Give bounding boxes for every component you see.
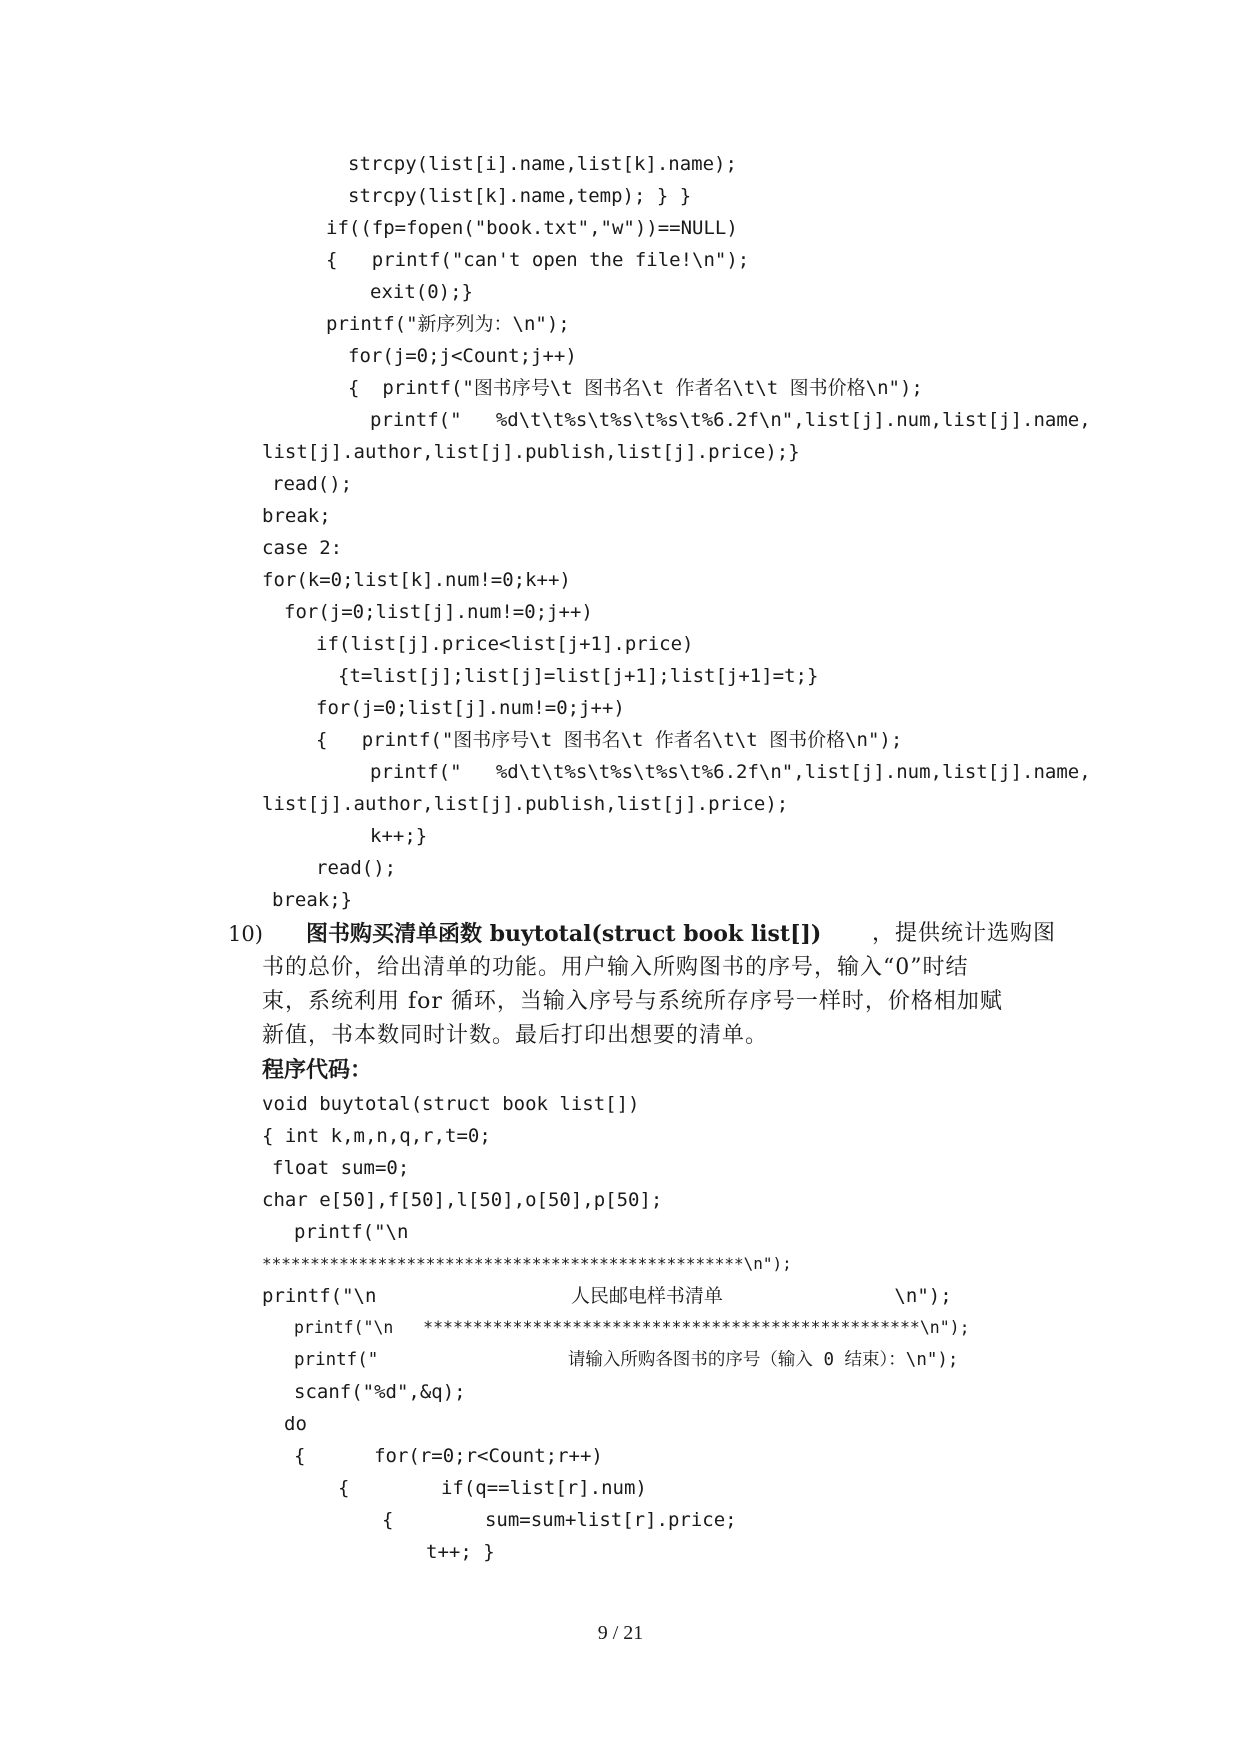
code-line: printf("\n 人民邮电样书清单 \n");	[262, 1285, 952, 1307]
code-label: 程序代码：	[262, 1057, 373, 1083]
code-line: list[j].author,list[j].publish,list[j].price);	[262, 793, 789, 815]
code-line: break;	[262, 505, 331, 527]
code-line: printf(" %d\t\t%s\t%s\t%s\t%6.2f\n",list[j].num,list[j].name,	[370, 409, 1091, 431]
code-line: case 2:	[262, 537, 343, 559]
code-line: strcpy(list[i].name,list[k].name);	[348, 153, 737, 175]
code-line: { if(q==list[r].num)	[338, 1477, 647, 1499]
code-line: strcpy(list[k].name,temp); } }	[348, 185, 692, 207]
code-line: {t=list[j];list[j]=list[j+1];list[j+1]=t;}	[338, 665, 819, 687]
code-line: for(j=0;list[j].num!=0;j++)	[284, 601, 593, 623]
code-line: { int k,m,n,q,r,t=0;	[262, 1125, 491, 1147]
code-line: { for(r=0;r<Count;r++)	[294, 1445, 603, 1467]
code-line: read();	[316, 857, 397, 879]
section-description: 束，系统利用 for 循环，当输入序号与系统所存序号一样时，价格相加赋	[262, 989, 1003, 1014]
section-description: 书的总价，给出清单的功能。用户输入所购图书的序号，输入“0”时结	[262, 955, 969, 980]
code-line: printf("\n **************************************************\n");	[294, 1318, 970, 1337]
code-line: printf("\n	[294, 1221, 409, 1243]
code-line: k++;}	[370, 825, 428, 847]
code-line: list[j].author,list[j].publish,list[j].price);}	[262, 441, 800, 463]
code-line: t++; }	[426, 1541, 495, 1563]
code-line: { printf("can't open the file!\n");	[326, 249, 750, 271]
code-line: for(j=0;list[j].num!=0;j++)	[316, 697, 625, 719]
code-line: exit(0);}	[370, 281, 473, 303]
code-line: printf("新序列为：\n");	[326, 313, 570, 335]
code-line: void buytotal(struct book list[])	[262, 1093, 640, 1115]
code-line: break;}	[272, 889, 353, 911]
section-title: 图书购买清单函数 buytotal(struct book list[])	[306, 921, 822, 947]
code-line: if((fp=fopen("book.txt","w"))==NULL)	[326, 217, 738, 239]
code-line: do	[284, 1413, 307, 1435]
code-line: scanf("%d",&q);	[294, 1381, 466, 1403]
code-line: char e[50],f[50],l[50],o[50],p[50];	[262, 1189, 663, 1211]
code-line: for(k=0;list[k].num!=0;k++)	[262, 569, 571, 591]
code-line: float sum=0;	[272, 1157, 410, 1179]
page-number: 9 / 21	[597, 1622, 644, 1644]
code-line: { printf("图书序号\t 图书名\t 作者名\t\t 图书价格\n");	[348, 377, 923, 399]
code-line: printf(" 请输入所购各图书的序号（输入 0 结束）：\n");	[294, 1350, 959, 1370]
section-number: 10)	[228, 922, 263, 946]
code-line: **************************************************\n");	[262, 1254, 792, 1273]
code-line: read();	[272, 473, 353, 495]
code-line: for(j=0;j<Count;j++)	[348, 345, 577, 367]
section-description: 新值，书本数同时计数。最后打印出想要的清单。	[262, 1023, 769, 1048]
section-description: ，提供统计选购图	[872, 921, 1057, 946]
code-line: { printf("图书序号\t 图书名\t 作者名\t\t 图书价格\n");	[316, 729, 903, 751]
code-line: if(list[j].price<list[j+1].price)	[316, 633, 694, 655]
code-line: printf(" %d\t\t%s\t%s\t%s\t%6.2f\n",list[j].num,list[j].name,	[370, 761, 1091, 783]
code-line: { sum=sum+list[r].price;	[382, 1509, 737, 1531]
